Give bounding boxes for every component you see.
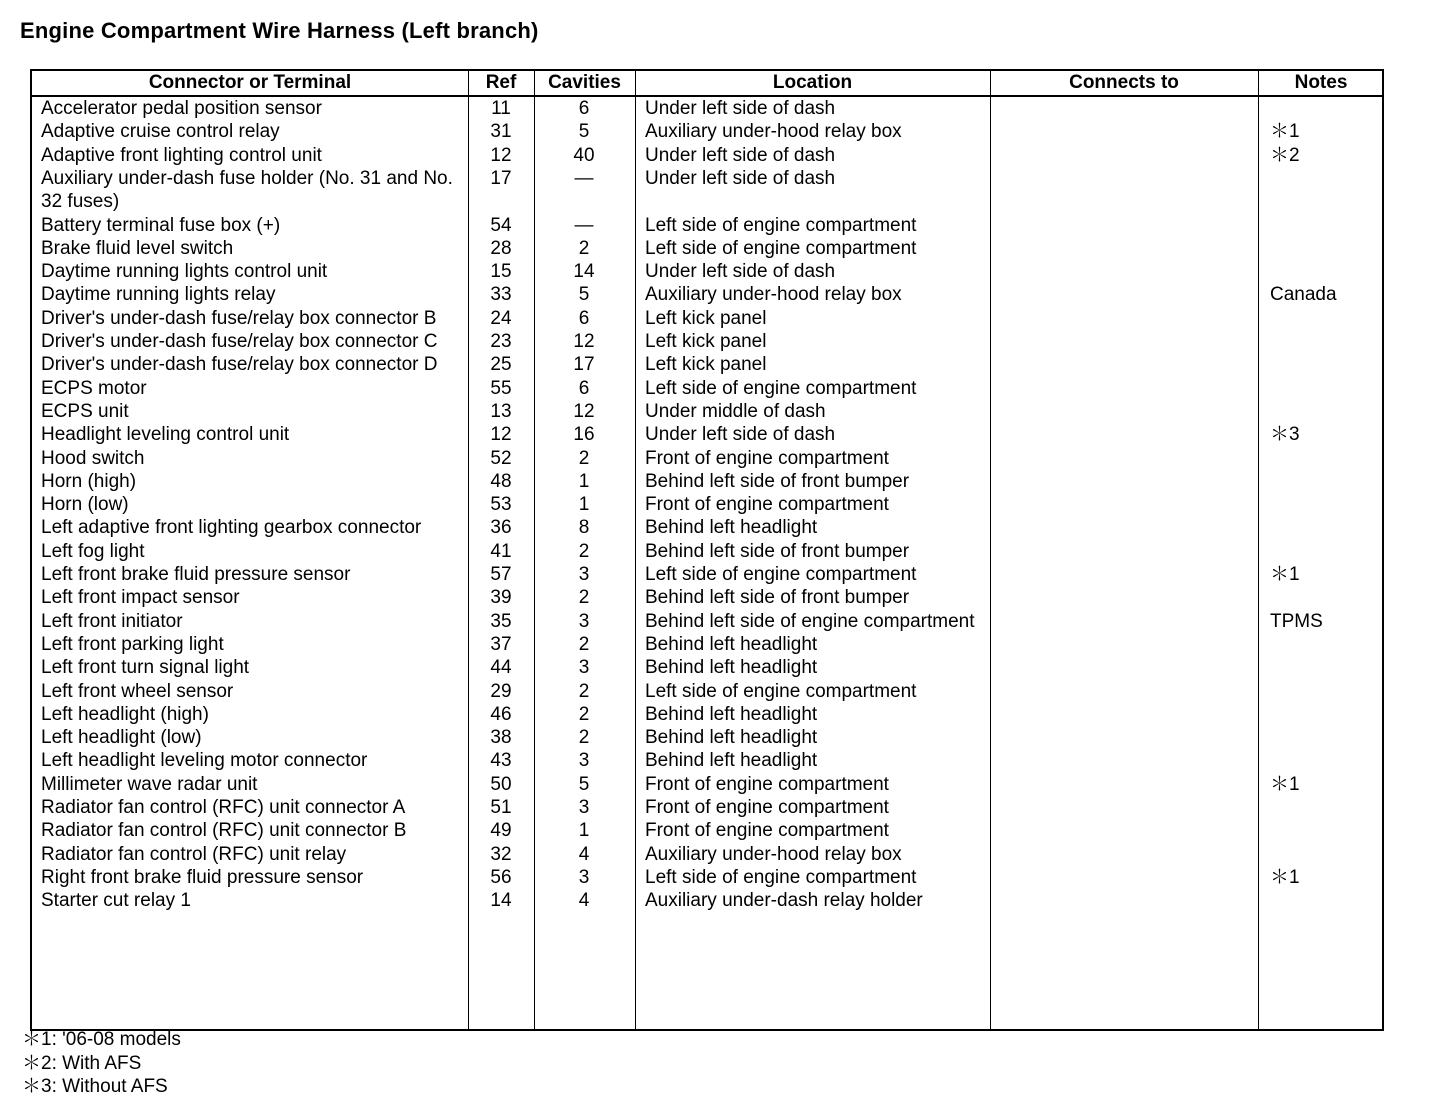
ref-cell: 51 (490, 797, 512, 818)
location-cell: Behind left headlight (645, 703, 818, 725)
connector-cell: Brake fluid level switch (41, 237, 234, 259)
ref-cell: 32 (490, 843, 512, 865)
cavities-cell: 6 (578, 377, 590, 399)
location-cell: Under left side of dash (645, 144, 836, 166)
ref-cell: 52 (490, 447, 512, 469)
cavities-cell: 3 (578, 797, 590, 818)
footnotes (22, 1028, 181, 1099)
cavities-cell: 5 (578, 773, 590, 795)
ref-cell: 56 (490, 866, 512, 888)
location-cell: Under left side of dash (645, 424, 836, 446)
cavities-cell: 1 (578, 470, 590, 492)
ref-cell: 50 (490, 773, 512, 795)
table-row (32, 97, 1382, 120)
location-cell: Left kick panel (645, 331, 767, 352)
location-cell: Behind left side of front bumper (645, 540, 910, 562)
table-row (32, 726, 1382, 749)
table-row (32, 167, 1382, 214)
connector-cell: Adaptive front lighting control unit (41, 144, 322, 166)
ref-cell: 23 (490, 331, 512, 352)
ref-cell: 46 (490, 703, 512, 725)
connector-cell: Adaptive cruise control relay (41, 121, 280, 143)
ref-cell: 41 (490, 540, 512, 562)
cavities-cell: 2 (578, 540, 590, 562)
connector-cell: Driver's under-dash fuse/relay box connector B (41, 307, 437, 329)
table-row (32, 843, 1382, 866)
location-cell: Under middle of dash (645, 400, 826, 422)
location-cell: Left side of engine compartment (645, 377, 917, 399)
connector-cell: Accelerator pedal position sensor (41, 98, 322, 119)
cavities-cell: 3 (578, 866, 590, 888)
table-row (32, 749, 1382, 772)
table-row (32, 120, 1382, 143)
cavities-cell: 6 (578, 307, 590, 329)
notes-cell: ＊1 (1270, 564, 1300, 585)
cavities-cell: 2 (578, 447, 590, 469)
ref-cell: 29 (490, 680, 512, 702)
connector-cell: Left front initiator (41, 610, 183, 632)
ref-cell: 54 (490, 214, 512, 236)
connector-cell: Left fog light (41, 540, 145, 562)
table-row (32, 610, 1382, 633)
ref-cell: 12 (490, 424, 512, 446)
cavities-cell: 1 (578, 494, 590, 516)
table-row (32, 656, 1382, 679)
connector-cell: Millimeter wave radar unit (41, 773, 258, 795)
table-row (32, 214, 1382, 237)
cavities-cell: 2 (578, 633, 590, 655)
cavities-cell: 2 (578, 237, 590, 259)
header-connector: Connector or Terminal (148, 72, 352, 93)
table-row (32, 633, 1382, 656)
ref-cell: 55 (490, 377, 512, 399)
cavities-cell: 8 (578, 517, 590, 539)
ref-cell: 28 (490, 237, 512, 259)
table-row (32, 144, 1382, 167)
ref-cell: 44 (490, 657, 512, 679)
ref-cell: 37 (490, 633, 512, 655)
connector-cell: Battery terminal fuse box (+) (41, 214, 281, 236)
ref-cell: 43 (490, 750, 512, 772)
connector-cell: Left headlight leveling motor connector (41, 750, 368, 772)
footnote: ＊3: Without AFS (22, 1076, 168, 1097)
location-cell: Behind left headlight (645, 633, 818, 655)
ref-cell: 31 (490, 121, 512, 143)
table-row (32, 447, 1382, 470)
cavities-cell: 3 (578, 657, 590, 679)
connector-cell: Daytime running lights relay (41, 284, 276, 306)
ref-cell: 12 (490, 144, 512, 166)
notes-cell: ＊1 (1270, 121, 1300, 143)
ref-cell: 33 (490, 284, 512, 306)
header-location: Location (772, 72, 853, 93)
cavities-cell: 12 (573, 400, 595, 422)
table-row (32, 493, 1382, 516)
connector-cell: Driver's under-dash fuse/relay box connector C (41, 331, 438, 352)
connector-cell: Auxiliary under-dash fuse holder (No. 31 and No. 32 fuses) (41, 167, 453, 213)
connector-cell: Daytime running lights control unit (41, 261, 328, 283)
location-cell: Behind left headlight (645, 750, 818, 772)
table-row (32, 819, 1382, 842)
location-cell: Front of engine compartment (645, 773, 889, 795)
connector-cell: Left headlight (low) (41, 727, 202, 749)
cavities-cell: 16 (573, 424, 595, 446)
connector-cell: Left front parking light (41, 633, 224, 655)
location-cell: Left side of engine compartment (645, 237, 917, 259)
connector-cell: Horn (high) (41, 470, 137, 492)
location-cell: Auxiliary under-hood relay box (645, 121, 902, 143)
location-cell: Left kick panel (645, 354, 767, 376)
header-ref: Ref (485, 72, 517, 93)
ref-cell: 25 (490, 354, 512, 376)
cavities-cell: 12 (573, 331, 595, 352)
table-row (32, 796, 1382, 819)
connector-cell: Radiator fan control (RFC) unit relay (41, 843, 347, 865)
location-cell: Under left side of dash (645, 261, 836, 283)
cavities-cell: — (574, 167, 594, 189)
location-cell: Left side of engine compartment (645, 866, 917, 888)
location-cell: Under left side of dash (645, 167, 836, 189)
table-row (32, 237, 1382, 260)
location-cell: Front of engine compartment (645, 447, 889, 469)
cavities-cell: 5 (578, 284, 590, 306)
connector-cell: Radiator fan control (RFC) unit connector B (41, 820, 407, 842)
cavities-cell: 2 (578, 703, 590, 725)
connector-cell: ECPS motor (41, 377, 147, 399)
cavities-cell: 3 (578, 564, 590, 585)
table-row (32, 866, 1382, 889)
cavities-cell: 14 (573, 261, 595, 283)
footnote: ＊2: With AFS (22, 1052, 142, 1074)
location-cell: Front of engine compartment (645, 494, 889, 516)
cavities-cell: 4 (578, 843, 590, 865)
ref-cell: 17 (490, 167, 512, 189)
table-row (32, 540, 1382, 563)
table-row (32, 586, 1382, 609)
table-row (32, 423, 1382, 446)
location-cell: Behind left side of engine compartment (645, 610, 975, 632)
cavities-cell: 4 (578, 890, 590, 912)
location-cell: Left side of engine compartment (645, 680, 917, 702)
table-row (32, 400, 1382, 423)
table-row (32, 283, 1382, 306)
table-row (32, 680, 1382, 703)
table-row (32, 470, 1382, 493)
notes-cell: ＊2 (1270, 144, 1300, 166)
cavities-cell: 5 (578, 121, 590, 143)
location-cell: Left kick panel (645, 307, 767, 329)
ref-cell: 13 (490, 400, 512, 422)
ref-cell: 36 (490, 517, 512, 539)
location-cell: Auxiliary under-hood relay box (645, 284, 902, 306)
location-cell: Behind left side of front bumper (645, 470, 910, 492)
cavities-cell: 2 (578, 587, 590, 609)
cavities-cell: 2 (578, 727, 590, 749)
ref-cell: 15 (490, 261, 512, 283)
table-row (32, 260, 1382, 283)
notes-cell: ＊1 (1270, 866, 1300, 888)
table-row (32, 516, 1382, 539)
ref-cell: 14 (490, 890, 512, 912)
ref-cell: 11 (491, 98, 511, 119)
cavities-cell: 3 (578, 750, 590, 772)
connector-cell: Horn (low) (41, 494, 129, 516)
connector-cell: Starter cut relay 1 (41, 890, 191, 912)
header-connects-to: Connects to (1069, 72, 1179, 93)
table-row (32, 703, 1382, 726)
ref-cell: 53 (490, 494, 512, 516)
cavities-cell: — (574, 214, 594, 236)
ref-cell: 57 (490, 564, 512, 585)
table-row (32, 377, 1382, 400)
connector-cell: Right front brake fluid pressure sensor (41, 866, 364, 888)
ref-cell: 24 (490, 307, 512, 329)
location-cell: Behind left headlight (645, 727, 818, 749)
ref-cell: 49 (490, 820, 512, 842)
location-cell: Front of engine compartment (645, 797, 889, 818)
page-title: Engine Compartment Wire Harness (Left branch) (20, 18, 539, 43)
connector-cell: Left front impact sensor (41, 587, 240, 609)
header-cavities: Cavities (548, 72, 621, 93)
connector-cell: Left front brake fluid pressure sensor (41, 564, 351, 585)
table-row (32, 889, 1382, 912)
notes-cell: ＊1 (1270, 773, 1300, 795)
cavities-cell: 3 (578, 610, 590, 632)
table-row (32, 307, 1382, 330)
table-row (32, 563, 1382, 586)
ref-cell: 35 (490, 610, 512, 632)
location-cell: Auxiliary under-hood relay box (645, 843, 902, 865)
notes-cell: TPMS (1270, 610, 1323, 632)
ref-cell: 48 (490, 470, 512, 492)
table-row (32, 353, 1382, 376)
footnote: ＊1: '06-08 models (22, 1029, 181, 1050)
connector-cell: Driver's under-dash fuse/relay box connector D (41, 354, 438, 376)
cavities-cell: 40 (573, 144, 595, 166)
connector-cell: Left adaptive front lighting gearbox connector (41, 517, 422, 539)
cavities-cell: 17 (573, 354, 595, 376)
cavities-cell: 6 (578, 98, 590, 119)
connector-cell: Hood switch (41, 447, 145, 469)
location-cell: Left side of engine compartment (645, 214, 917, 236)
table-row (32, 330, 1382, 353)
location-cell: Front of engine compartment (645, 820, 889, 842)
connector-cell: Radiator fan control (RFC) unit connector A (41, 797, 406, 818)
location-cell: Auxiliary under-dash relay holder (645, 890, 923, 912)
connector-cell: Left headlight (high) (41, 703, 209, 725)
connector-table (30, 69, 1384, 1031)
location-cell: Under left side of dash (645, 98, 836, 119)
location-cell: Left side of engine compartment (645, 564, 917, 585)
cavities-cell: 2 (578, 680, 590, 702)
connector-cell: Left front turn signal light (41, 657, 250, 679)
notes-cell: ＊3 (1270, 424, 1300, 446)
ref-cell: 38 (490, 727, 512, 749)
cavities-cell: 1 (578, 820, 590, 842)
connector-cell: Headlight leveling control unit (41, 424, 290, 446)
connector-cell: ECPS unit (41, 400, 129, 422)
location-cell: Behind left side of front bumper (645, 587, 910, 609)
notes-cell: Canada (1270, 284, 1337, 306)
header-notes: Notes (1294, 72, 1348, 93)
location-cell: Behind left headlight (645, 657, 818, 679)
location-cell: Behind left headlight (645, 517, 818, 539)
connector-cell: Left front wheel sensor (41, 680, 234, 702)
table-row (32, 773, 1382, 796)
ref-cell: 39 (490, 587, 512, 609)
